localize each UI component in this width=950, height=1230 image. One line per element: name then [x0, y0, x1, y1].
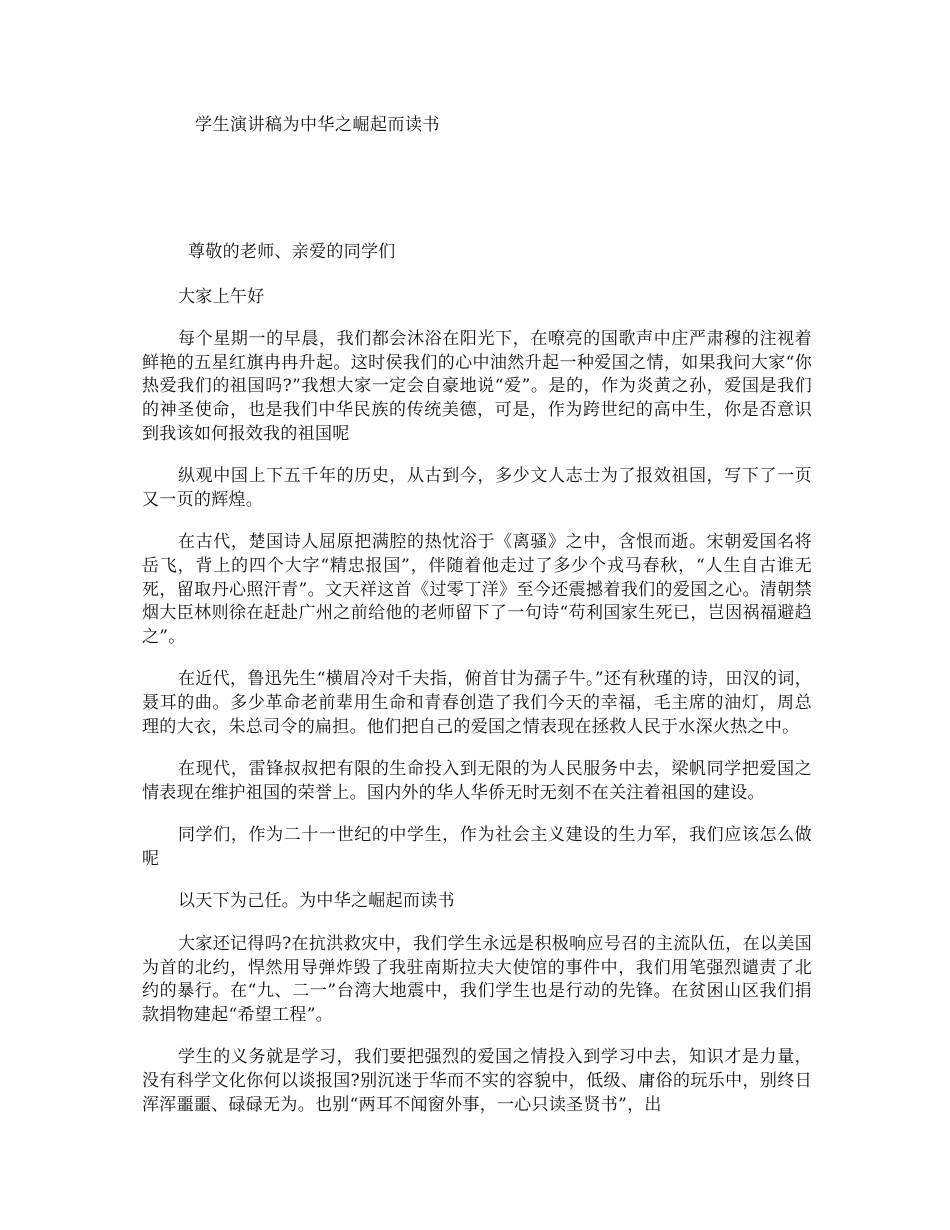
greeting-paragraph: 大家上午好 [178, 286, 265, 307]
body-paragraph: 大家还记得吗?在抗洪救灾中，我们学生永远是积极响应号召的主流队伍，在以美国为首的北约，悍然用导弹炸毁了我驻南斯拉夫大使馆的事件中，我们用笔强烈谴责了北约的暴行。在“九、二一”台湾大地震中，我们学生也是行动的先锋。在贫困山区我们捐款捐物建起“希望工程”。 [142, 934, 812, 1025]
document-title: 学生演讲稿为中华之崛起而读书 [195, 115, 440, 135]
body-paragraph: 在现代，雷锋叔叔把有限的生命投入到无限的为人民服务中去，梁帆同学把爱国之情表现在维护祖国的荣誉上。国内外的华人华侨无时无刻不在关注着祖国的建设。 [142, 759, 812, 803]
body-paragraph: 在古代，楚国诗人屈原把满腔的热忱浴于《离骚》之中，含恨而逝。宋朝爱国名将岳飞，背上的四个大字“精忠报国”，伴随着他走过了多少个戎马春秋，“人生自古谁无死，留取丹心照汗青”。文天祥这首《过零丁洋》至今还震撼着我们的爱国之心。清朝禁烟大臣林则徐在赶赴广州之前给他的老师留下了一句诗“苟利国家生死已，岂因祸福避趋之”。 [142, 532, 812, 647]
body-paragraph: 在近代，鲁迅先生“横眉冷对千夫指，俯首甘为孺子牛。”还有秋瑾的诗，田汉的词，聂耳的曲。多少革命老前辈用生命和青春创造了我们今天的幸福，毛主席的油灯，周总理的大衣，朱总司令的扁担。他们把自己的爱国之情表现在拯救人民于水深火热之中。 [142, 669, 812, 737]
salutation-paragraph: 尊敬的老师、亲爱的同学们 [188, 242, 396, 262]
document-body [142, 241, 812, 1136]
body-paragraph: 每个星期一的早晨，我们都会沐浴在阳光下，在嘹亮的国歌声中庄严肃穆的注视着鲜艳的五星红旗冉冉升起。这时侯我们的心中油然升起一种爱国之情，如果我问大家“你热爱我们的祖国吗?”我想大家一定会自豪地说“爱”。是的，作为炎黄之孙，爱国是我们的神圣使命，也是我们中华民族的传统美德，可是，作为跨世纪的高中生，你是否意识到我该如何报效我的祖国呢 [142, 329, 812, 444]
body-paragraph: 纵观中国上下五千年的历史，从古到今，多少文人志士为了报效祖国，写下了一页又一页的辉煌。 [142, 466, 812, 510]
body-paragraph: 学生的义务就是学习，我们要把强烈的爱国之情投入到学习中去，知识才是力量，没有科学文化你何以谈报国?别沉迷于华而不实的容貌中，低级、庸俗的玩乐中，别终日浑浑噩噩、碌碌无为。也别“两耳不闻窗外事，一心只读圣贤书”，出 [142, 1047, 812, 1115]
body-paragraph: 同学们，作为二十一世纪的中学生，作为社会主义建设的生力军，我们应该怎么做呢 [142, 825, 812, 869]
body-paragraph: 以天下为己任。为中华之崛起而读书 [178, 891, 455, 912]
